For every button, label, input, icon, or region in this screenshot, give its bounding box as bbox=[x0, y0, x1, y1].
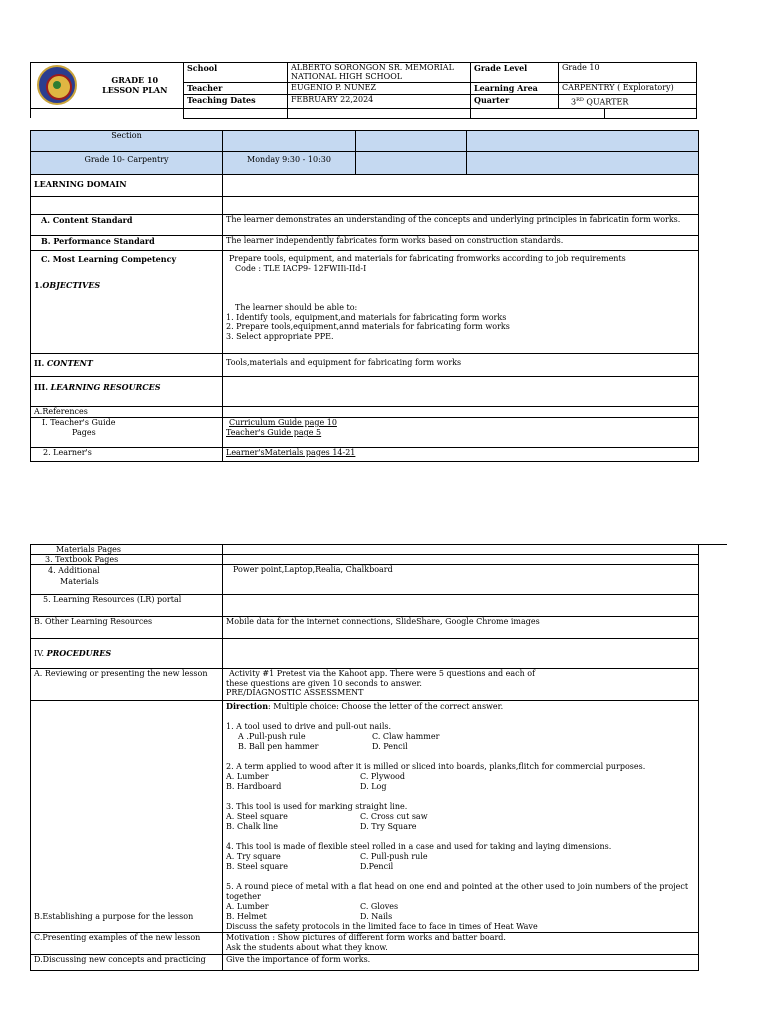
assessment-cell bbox=[223, 701, 699, 933]
question-2: 2. A term applied to wood after it is milled or sliced into boards, planks,flitch for commercial purposes. bbox=[226, 762, 646, 771]
additional-materials-label-2: Materials bbox=[60, 577, 99, 586]
examples-label: C.Presenting examples of the new lesson bbox=[31, 933, 223, 955]
question-2-options-ac: A. Lumber C. Plywood bbox=[226, 772, 405, 781]
learning-domain-label: LEARNING DOMAIN bbox=[31, 175, 223, 197]
examples-value-line: Motivation : Show pictures of different form works and batter board. bbox=[226, 933, 506, 942]
competency-value: Prepare tools, equipment, and materials for fabricating fromworks according to job requirements bbox=[229, 254, 626, 263]
teachers-guide-link[interactable]: Teacher's Guide page 5 bbox=[226, 428, 322, 437]
quarter-label: Quarter bbox=[471, 95, 559, 109]
logo-cell bbox=[31, 63, 87, 109]
question-3-options-bd: B. Chalk line D. Try Square bbox=[226, 822, 417, 831]
teachers-guide-label: I. Teacher's Guide bbox=[42, 418, 116, 427]
grade-level-value: Grade 10 bbox=[559, 63, 697, 83]
school-seal-logo bbox=[37, 65, 77, 105]
performance-standard-label: B. Performance Standard bbox=[31, 236, 223, 251]
teacher-value: EUGENIO P. NUNEZ bbox=[288, 83, 471, 95]
reviewing-label: A. Reviewing or presenting the new lesson bbox=[31, 669, 223, 701]
procedures-label: IV. PROCEDURES bbox=[31, 639, 223, 669]
performance-standard-value: The learner independently fabricates form works based on construction standards. bbox=[223, 236, 699, 251]
question-3-options-ac: A. Steel square C. Cross cut saw bbox=[226, 812, 428, 821]
lesson-body-table bbox=[30, 130, 699, 462]
procedures-table bbox=[30, 544, 699, 971]
learning-area-value: CARPENTRY ( Exploratory) bbox=[559, 83, 697, 95]
question-1-options-bd: B. Ball pen hammer D. Pencil bbox=[238, 742, 408, 751]
objective-item: 3. Select appropriate PPE. bbox=[226, 331, 334, 341]
quarter-value: 3RD QUARTER bbox=[559, 95, 697, 109]
header-table bbox=[30, 62, 697, 119]
purpose-value: Discuss the safety protocols in the limited face to face in times of Heat Wave bbox=[226, 922, 538, 931]
section-label: Section bbox=[31, 131, 223, 152]
materials-pages-label: Materials Pages bbox=[31, 545, 223, 555]
competency-code: Code : TLE IACP9- 12FWIIi-IId-I bbox=[235, 263, 367, 273]
grade-lesson-plan-title bbox=[87, 63, 184, 109]
other-resources-label: B. Other Learning Resources bbox=[31, 617, 223, 639]
discussing-label: D.Discussing new concepts and practicing bbox=[31, 955, 223, 971]
resources-label: III. LEARNING RESOURCES bbox=[31, 377, 223, 407]
objectives-label: 1.OBJECTIVES bbox=[34, 280, 101, 290]
dates-value: FEBRUARY 22,2024 bbox=[288, 95, 471, 109]
purpose-label: B.Establishing a purpose for the lesson bbox=[34, 912, 194, 921]
learners-materials-link[interactable]: Learner'sMaterials pages 14-21 bbox=[223, 448, 699, 462]
teacher-label: Teacher bbox=[184, 83, 288, 95]
school-value: ALBERTO SORONGON SR. MEMORIAL NATIONAL HIGH SCHOOL bbox=[288, 63, 471, 83]
objectives-intro: The learner should be able to: bbox=[235, 303, 358, 312]
direction-text: Direction: Multiple choice: Choose the letter of the correct answer. bbox=[226, 701, 504, 711]
textbook-pages-label: 3. Textbook Pages bbox=[31, 555, 223, 565]
teachers-guide-label-pages: Pages bbox=[72, 428, 96, 437]
school-label: School bbox=[184, 63, 288, 83]
curriculum-guide-link[interactable]: Curriculum Guide page 10 bbox=[229, 418, 337, 427]
discussing-value: Give the importance of form works. bbox=[223, 955, 699, 971]
question-4-options-ac: A. Try square C. Pull-push rule bbox=[226, 852, 428, 861]
question-5-options-ac: A. Lumber C. Gloves bbox=[226, 902, 399, 911]
competency-label: C. Most Learning Competency bbox=[41, 254, 177, 264]
other-resources-value: Mobile data for the internet connections, SlideShare, Google Chrome images bbox=[223, 617, 699, 639]
grade-title: GRADE 10 bbox=[111, 75, 159, 85]
learners-label: 2. Learner's bbox=[31, 448, 223, 462]
dates-label: Teaching Dates bbox=[184, 95, 288, 109]
reviewing-value-line: PRE/DIAGNOSTIC ASSESSMENT bbox=[226, 688, 364, 697]
reviewing-value-line: these questions are given 10 seconds to answer. bbox=[226, 678, 422, 688]
section-time: Monday 9:30 - 10:30 bbox=[223, 152, 356, 175]
section-value: Grade 10- Carpentry bbox=[31, 152, 223, 175]
plan-title: LESSON PLAN bbox=[102, 85, 168, 95]
question-4-options-bd: B. Steel square D.Pencil bbox=[226, 862, 394, 871]
content-standard-value: The learner demonstrates an understanding of the concepts and underlying principles in fabricatin form works. bbox=[223, 215, 699, 236]
question-1: 1. A tool used to drive and pull-out nails. bbox=[226, 722, 392, 731]
lr-portal-label: 5. Learning Resources (LR) portal bbox=[31, 595, 223, 617]
additional-materials-value: Power point,Laptop,Realia, Chalkboard bbox=[223, 565, 699, 595]
question-5: 5. A round piece of metal with a flat head on one end and pointed at the other used to join numbers of the project together bbox=[226, 882, 689, 901]
additional-materials-label: 4. Additional bbox=[48, 566, 100, 575]
content-value: Tools,materials and equipment for fabricating form works bbox=[223, 354, 699, 377]
objective-item: 2. Prepare tools,equipment,annd materials for fabricating form works bbox=[226, 322, 510, 331]
learning-area-label: Learning Area bbox=[471, 83, 559, 95]
grade-level-label: Grade Level bbox=[471, 63, 559, 83]
question-3: 3. This tool is used for marking straight line. bbox=[226, 802, 408, 811]
page-separator-line bbox=[698, 544, 727, 545]
question-5-options-bd: B. Helmet D. Nails bbox=[226, 912, 393, 921]
reviewing-value-line: Activity #1 Pretest via the Kahoot app. There were 5 questions and each of bbox=[229, 669, 536, 678]
question-4: 4. This tool is made of flexible steel rolled in a case and used for taking and laying dimensions. bbox=[226, 842, 612, 851]
question-1-options-ac: A .Pull-push rule C. Claw hammer bbox=[238, 732, 440, 741]
content-standard-label: A. Content Standard bbox=[31, 215, 223, 236]
question-2-options-bd: B. Hardboard D. Log bbox=[226, 782, 387, 791]
objective-item: 1. Identify tools, equipment,and materials for fabricating form works bbox=[226, 312, 507, 322]
references-label: A.References bbox=[31, 407, 223, 418]
content-label: II. CONTENT bbox=[31, 354, 223, 377]
examples-value-line: Ask the students about what they know. bbox=[226, 943, 388, 952]
